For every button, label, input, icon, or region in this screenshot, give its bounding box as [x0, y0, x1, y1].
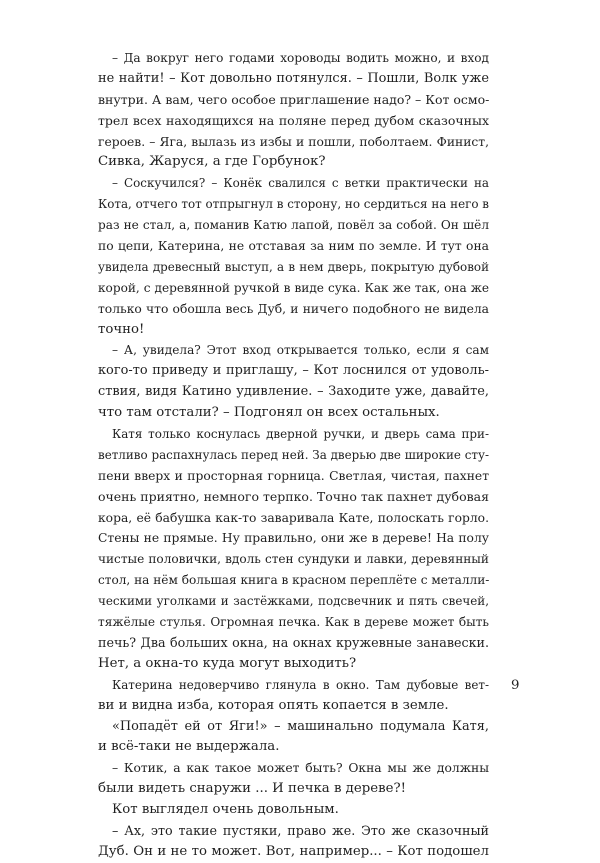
- text-line: чистые половички, вдоль стен сундуки и лавки, деревянный: [98, 552, 489, 567]
- text-line: Сивка, Жаруся, а где Горбунок?: [98, 154, 326, 170]
- text-line: кого-то приведу и приглашу, – Кот лоснился от удоволь-: [98, 363, 489, 379]
- text-line: Катя только коснулась дверной ручки, и дверь сама при-: [112, 427, 489, 442]
- text-line: не найти! – Кот довольно потянулся. – Пошли, Волк уже: [98, 70, 489, 86]
- text-line: стол, на нём большая книга в красном переплёте с металли-: [98, 573, 490, 588]
- text-line: – Котик, а как такое может быть? Окна мы же должны: [112, 761, 489, 776]
- text-line: Нет, а окна-то куда могут выходить?: [98, 655, 357, 671]
- text-line: Кота, отчего тот отпрыгнул в сторону, но сердиться на него в: [98, 197, 489, 212]
- text-line: пени вверх и просторная горница. Светлая, чистая, пахнет: [98, 468, 489, 483]
- page-number: 9: [511, 678, 520, 693]
- body-text: [98, 48, 489, 863]
- text-line: «Попадёт ей от Яги!» – машинально подумала Катя,: [112, 718, 489, 734]
- text-line: внутри. А вам, чего особое приглашение надо? – Кот осмо-: [98, 91, 490, 107]
- text-line: очень приятно, немного терпко. Точно так пахнет дубовая: [98, 488, 489, 504]
- text-line: Дуб. Он и не то может. Вот, например... – Кот подошел: [98, 843, 489, 859]
- text-line: что там отстали? – Подгонял он всех остальных.: [98, 405, 440, 421]
- text-line: тяжёлые стулья. Огромная печка. Как в дереве может быть: [98, 615, 489, 630]
- text-line: корой, с деревянной ручкой в виде сука. Как же так, она же: [98, 280, 489, 295]
- text-line: увидела древесный выступ, а в нем дверь, покрытую дубовой: [98, 259, 489, 274]
- text-line: по цепи, Катерина, не отставая за ним по земле. И тут она: [98, 239, 489, 254]
- text-line: кора, её бабушка как-то заваривала Кате, полоскать горло.: [98, 510, 489, 525]
- text-line: – Да вокруг него годами хороводы водить можно, и вход: [112, 51, 489, 65]
- text-line: ви и видна изба, которая опять копается в земле.: [98, 697, 449, 713]
- text-line: трел всех находящихся на поляне перед дубом сказочных: [98, 112, 489, 128]
- text-line: ветливо распахнулась перед ней. За дверью две широкие сту-: [98, 447, 489, 462]
- text-line: печь? Два больших окна, на окнах кружевные занавески.: [98, 634, 489, 650]
- text-line: – Ах, это такие пустяки, право же. Это же сказочный: [112, 822, 489, 838]
- text-line: точно!: [98, 321, 145, 337]
- text-line: и всё-таки не выдержала.: [98, 739, 280, 755]
- text-line: – А, увидела? Этот вход открывается только, если я сам: [112, 343, 489, 358]
- text-line: – Соскучился? – Конёк свалился с ветки практически на: [112, 176, 489, 191]
- text-line: Стены не прямые. Ну правильно, они же в дереве! На полу: [98, 531, 489, 546]
- text-line: были видеть снаружи ... И печка в дереве?!: [98, 781, 406, 797]
- text-line: ческими уголками и застёжками, подсвечник и пять свечей,: [98, 594, 489, 609]
- text-line: только что обошла весь Дуб, и ничего подобного не видела: [98, 301, 489, 316]
- text-line: ствия, видя Катино удивление. – Заходите уже, давайте,: [98, 384, 489, 400]
- text-line: Катерина недоверчиво глянула в окно. Там дубовые вет-: [112, 677, 489, 692]
- text-line: героев. – Яга, вылазь из избы и пошли, поболтаем. Финист,: [98, 134, 489, 149]
- text-line: раз не стал, а, поманив Катю лапой, повёл за собой. Он шёл: [98, 218, 489, 233]
- text-line: Кот выглядел очень довольным.: [112, 802, 339, 818]
